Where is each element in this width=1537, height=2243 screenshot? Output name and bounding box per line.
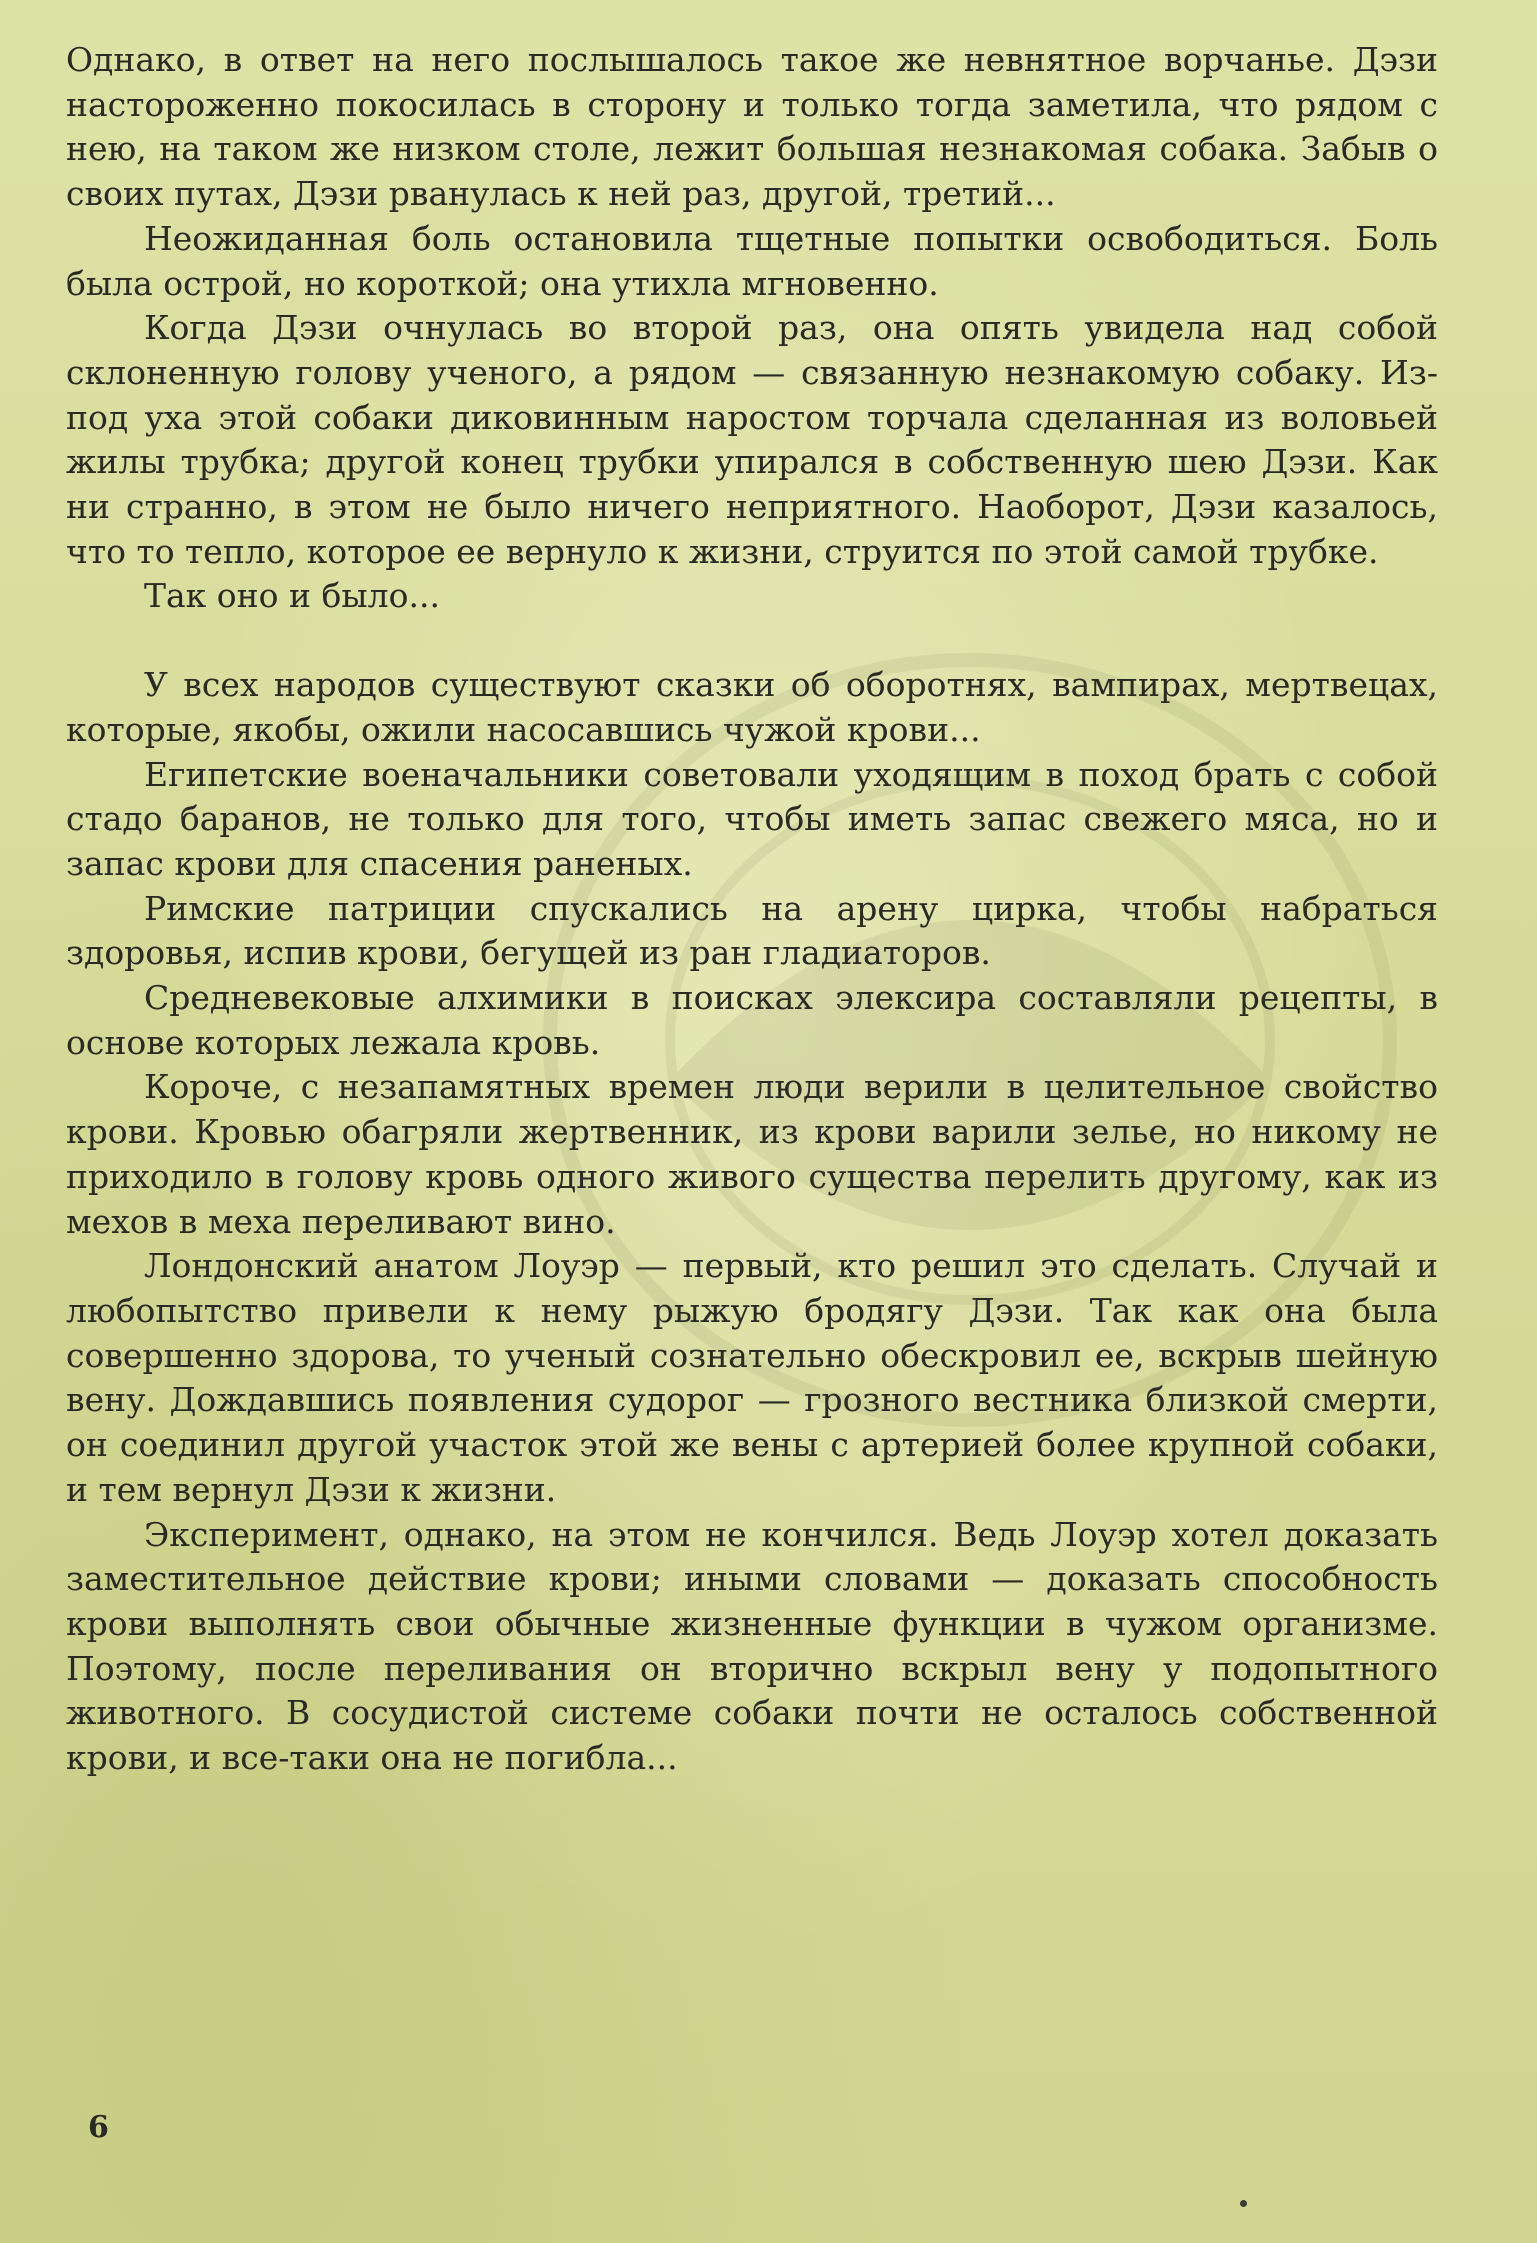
print-speck: [1240, 2200, 1247, 2207]
paragraph-continued: Однако, в ответ на него послышалось такое же невнятное ворчанье. Дэзи настороженно покосилась в сторону и только тогда заметила, что рядом с нею, на таком же низком столе, лежит большая незнакомая собака. Забыв о своих путах, Дэзи рванулась к ней раз, другой, третий...: [66, 40, 1438, 214]
paragraph: Неожиданная боль остановила тщетные попытки освободиться. Боль была острой, но короткой; она утихла мгновенно.: [66, 218, 1438, 303]
paragraph: Так оно и было...: [144, 576, 440, 616]
paragraph: Короче, с незапамятных времен люди верили в целительное свойство крови. Кровью обагряли жертвенник, из крови варили зелье, но никому не приходило в голову кровь одного живого существа перелить другому, как из мехов в меха переливают вино.: [66, 1067, 1438, 1241]
paragraph: У всех народов существуют сказки об оборотнях, вампирах, мертвецах, которые, якобы, ожили насосавшись чужой крови...: [66, 665, 1438, 749]
page-number: 6: [88, 2110, 109, 2145]
paragraph: Римские патриции спускались на арену цирка, чтобы набраться здоровья, испив крови, бегущей из ран гладиаторов.: [66, 888, 1438, 973]
paragraph: Египетские военачальники советовали уходящим в поход брать с собой стадо баранов, не только для того, чтобы иметь запас свежего мяса, но и запас крови для спасения раненых.: [66, 754, 1438, 883]
paragraph: Лондонский анатом Лоуэр — первый, кто решил это сделать. Случай и любопытство привели к нему рыжую бродягу Дэзи. Так как она была совершенно здорова, то ученый сознательно обескровил ее, вскрыв шейную вену. Дождавшись появления судорог — грозного вестника близкой смерти, он соединил другой участок этой же вены с артерией более крупной собаки, и тем вернул Дэзи к жизни.: [66, 1246, 1438, 1509]
paragraph: Средневековые алхимики в поисках элексира составляли рецепты, в основе которых лежала кровь.: [66, 978, 1438, 1062]
main-text: [66, 38, 1438, 1781]
section-break: [66, 619, 1438, 663]
paragraph: Эксперимент, однако, на этом не кончился. Ведь Лоуэр хотел доказать заместительное действие крови; иными словами — доказать способность крови выполнять свои обычные жизненные функции в чужом организме. Поэтому, после переливания он вторично вскрыл вену у подопытного животного. В сосудистой системе собаки почти не осталось собственной крови, и все-таки она не погибла...: [66, 1514, 1438, 1778]
paragraph: Когда Дэзи очнулась во второй раз, она опять увидела над собой склоненную голову ученого, а рядом — связанную незнакомую собаку. Из-под уха этой собаки диковинным наростом торчала сделанная из воловьей жилы трубка; другой конец трубки упирался в собственную шею Дэзи. Как ни странно, в этом не было ничего неприятного. Наоборот, Дэзи казалось, что то тепло, которое ее вернуло к жизни, струится по этой самой трубке.: [66, 308, 1438, 571]
